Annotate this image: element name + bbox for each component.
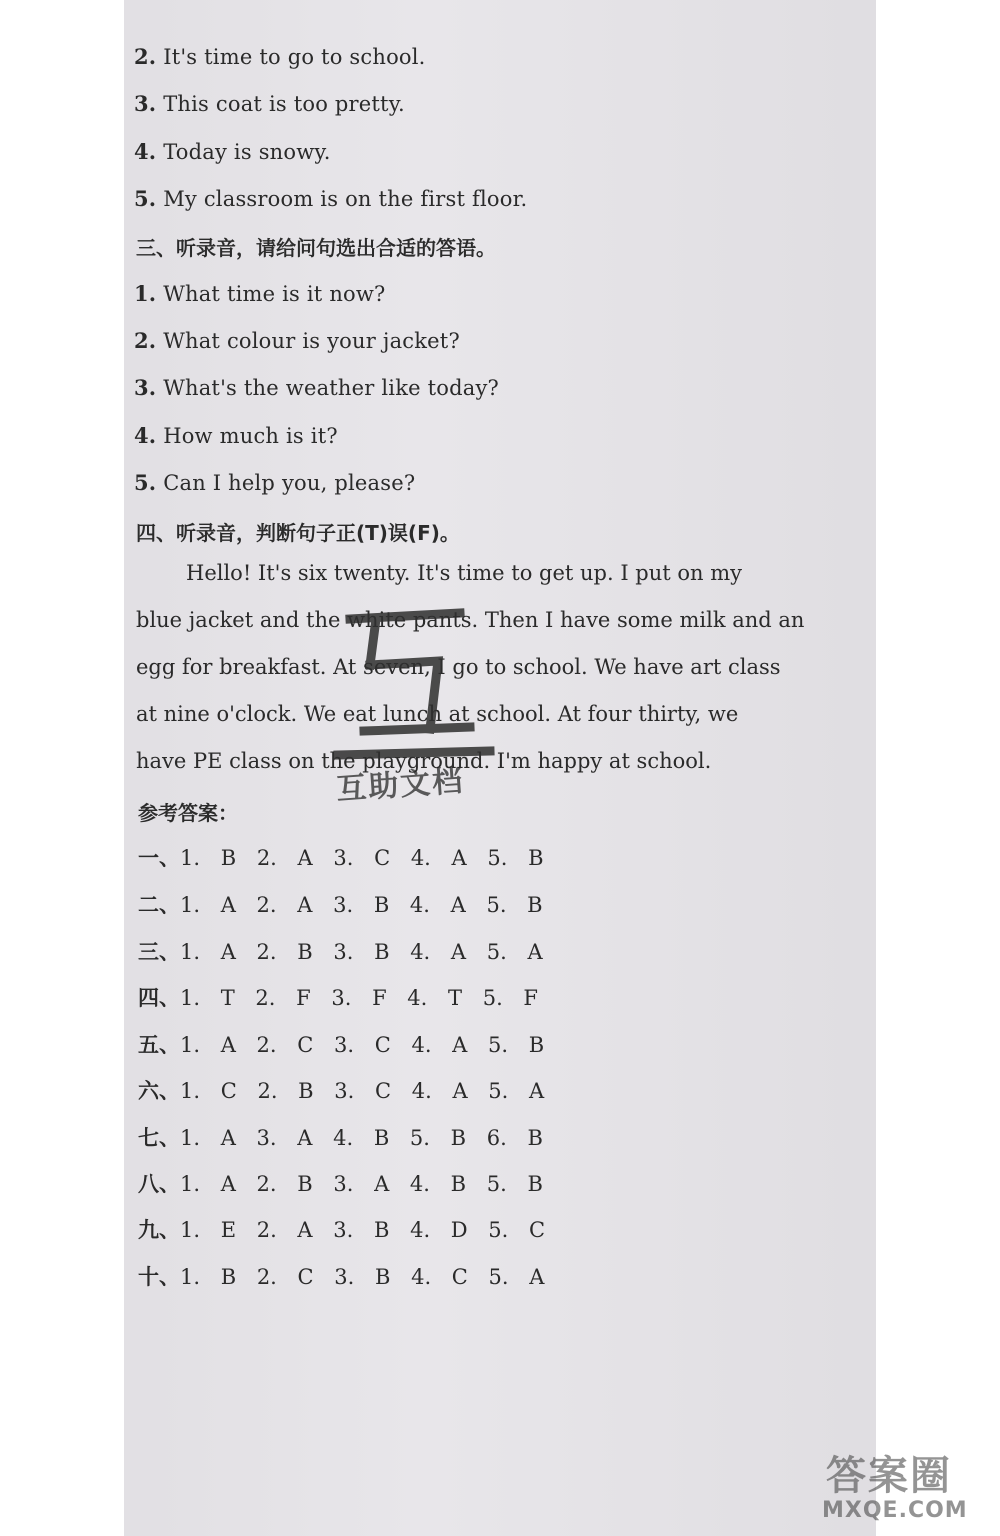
answer-row: 四、1. T 2. F 3. F 4. T 5. F: [138, 986, 538, 1010]
answer-row: 十、1. B 2. C 3. B 4. C 5. A: [138, 1265, 545, 1289]
section4-heading: 四、听录音，判断句子正(T)误(F)。: [136, 521, 460, 545]
answer-row: 二、1. A 2. A 3. B 4. A 5. B: [138, 893, 543, 917]
question-item-2: 2. What colour is your jacket?: [134, 328, 460, 353]
passage-line-1: Hello! It's six twenty. It's time to get up. I put on my: [186, 561, 742, 585]
answer-row: 七、1. A 3. A 4. B 5. B 6. B: [138, 1126, 543, 1150]
passage-line-2: blue jacket and the white pants. Then I have some milk and an: [136, 608, 805, 632]
answer-row: 八、1. A 2. B 3. A 4. B 5. B: [138, 1172, 543, 1196]
question-item-3: 3. What's the weather like today?: [134, 375, 500, 400]
answer-row: 一、1. B 2. A 3. C 4. A 5. B: [138, 846, 544, 870]
question-item-4: 4. How much is it?: [134, 423, 338, 448]
listen-item-3: 3. This coat is too pretty.: [134, 91, 405, 116]
corner-logo-text: 答案圈: [826, 1453, 952, 1499]
listen-item-4: 4. Today is snowy.: [134, 139, 331, 164]
passage-line-4: at nine o'clock. We eat lunch at school. At four thirty, we: [136, 702, 739, 726]
answer-row: 九、1. E 2. A 3. B 4. D 5. C: [138, 1218, 546, 1242]
answer-row: 六、1. C 2. B 3. C 4. A 5. A: [138, 1079, 545, 1103]
listen-item-2: 2. It's time to go to school.: [134, 44, 426, 69]
section3-heading: 三、听录音，请给问句选出合适的答语。: [136, 236, 496, 260]
question-item-1: 1. What time is it now?: [134, 281, 386, 306]
answers-heading: 参考答案：: [138, 801, 238, 825]
answer-row: 五、1. A 2. C 3. C 4. A 5. B: [138, 1033, 545, 1057]
passage-line-3: egg for breakfast. At seven, I go to school. We have art class: [136, 655, 781, 679]
question-item-5: 5. Can I help you, please?: [134, 470, 416, 495]
answer-row: 三、1. A 2. B 3. B 4. A 5. A: [138, 940, 543, 964]
corner-logo-url: MXQE.COM: [822, 1498, 968, 1523]
passage-line-5: have PE class on the playground. I'm happy at school.: [136, 749, 712, 773]
watermark-text: 互助文档: [335, 763, 466, 808]
listen-item-5: 5. My classroom is on the first floor.: [134, 186, 528, 211]
